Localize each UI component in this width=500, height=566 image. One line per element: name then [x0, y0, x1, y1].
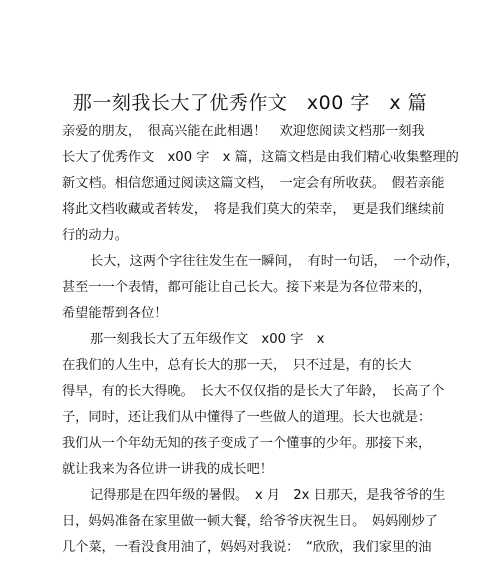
text-line: 新文档。相信您通过阅读这篇文档， 一定会有所收获。 假若亲能 — [62, 176, 445, 191]
document-body — [62, 119, 462, 561]
text-line: 长大，这两个字往往发生在一瞬间， 有时一句话， 一个动作， — [90, 254, 460, 269]
text-line: 记得那是在四年级的暑假。 x 月 2x 日那天，是我爷爷的生 — [90, 488, 446, 503]
text-line: 几个菜，一看没食用油了，妈妈对我说： “欣欣，我们家里的油 — [62, 540, 432, 555]
document-title: 那一刻我长大了优秀作文 x00 字 x 篇 — [72, 92, 428, 114]
text-line: 行的动力。 — [62, 228, 128, 243]
text-line: 日，妈妈准备在家里做一顿大餐，给爷爷庆祝生日。 妈妈刚炒了 — [62, 514, 438, 529]
text-line: 在我们的人生中，总有长大的那一天， 只不过是，有的长大 — [62, 358, 412, 373]
text-line: 得早，有的长大得晚。 长大不仅仅指的是长大了年龄， 长高了个 — [62, 384, 445, 399]
text-line: 亲爱的朋友， 很高兴能在此相遇！ 欢迎您阅读文档那一刻我 — [62, 124, 425, 139]
text-line: 就让我来为各位讲一讲我的成长吧！ — [62, 462, 273, 477]
text-line: 长大了优秀作文 x00 字 x 篇，这篇文档是由我们精心收集整理的 — [62, 150, 459, 165]
text-line: 希望能帮到各位！ — [62, 306, 168, 321]
text-line: 甚至一一个表情，都可能让自己长大。接下来是为各位带来的， — [62, 280, 432, 295]
text-line: 我们从一个年幼无知的孩子变成了一个懂事的少年。那接下来， — [62, 436, 432, 451]
text-line: 那一刻我长大了五年级作文 x00 字 x — [90, 332, 325, 347]
text-line: 将此文档收藏或者转发， 将是我们莫大的荣幸， 更是我们继续前 — [62, 202, 445, 217]
text-line: 子，同时，还让我们从中懂得了一些做人的道理。长大也就是： — [62, 410, 432, 425]
